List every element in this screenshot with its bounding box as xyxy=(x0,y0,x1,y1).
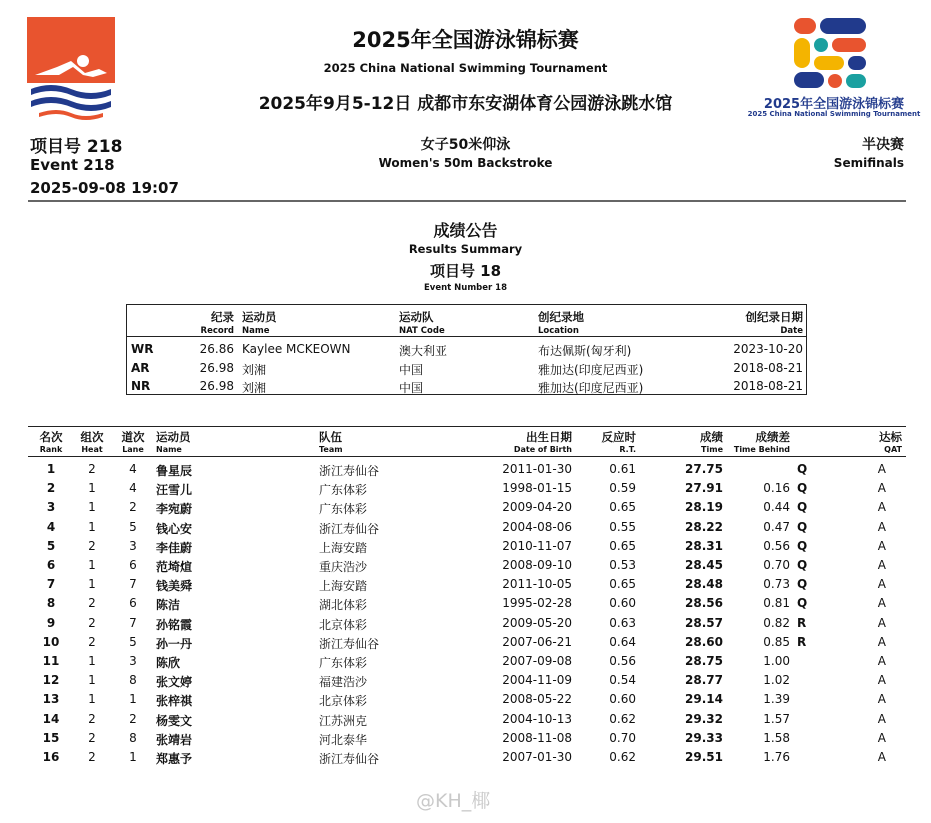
cell-time: 28.19 xyxy=(685,500,723,515)
records-col-location-cn: 创纪录地 xyxy=(538,310,584,324)
records-table xyxy=(126,304,807,395)
phase-en: Semifinals xyxy=(833,156,904,170)
cell-team: 湖北体彩 xyxy=(319,598,368,613)
cell-qualify: Q xyxy=(797,462,808,476)
cell-behind: 0.81 xyxy=(763,596,790,611)
cell-team: 广东体彩 xyxy=(319,656,368,670)
cell-rt: 0.55 xyxy=(609,519,636,534)
cell-behind: 1.76 xyxy=(763,750,790,764)
cell-team: 上海安踏 xyxy=(319,540,368,555)
col-behind xyxy=(734,427,790,454)
cell-time: 28.75 xyxy=(685,654,723,668)
cell-qat: A xyxy=(877,692,886,707)
cell-name: 张梓祺 xyxy=(156,694,193,709)
cell-rt: 0.59 xyxy=(609,481,636,496)
cell-team: 广东体彩 xyxy=(319,502,368,517)
cell-dob: 2008-11-08 xyxy=(502,730,572,745)
cell-heat: 1 xyxy=(88,500,96,515)
table-row xyxy=(28,651,906,670)
cell-name: 杨雯文 xyxy=(156,713,193,728)
col-lane-cn: 道次 xyxy=(121,430,145,444)
table-row xyxy=(28,709,906,728)
cell-team: 浙江寿仙谷 xyxy=(319,752,380,766)
record-date: 2018-08-21 xyxy=(733,379,803,393)
cell-heat: 1 xyxy=(88,558,96,572)
table-row xyxy=(28,574,906,593)
cell-heat: 2 xyxy=(88,462,96,476)
record-location: 布达佩斯(匈牙利) xyxy=(538,344,632,358)
cell-dob: 2004-08-06 xyxy=(502,519,572,534)
cell-qat: A xyxy=(877,730,886,745)
table-row xyxy=(28,613,906,632)
cell-heat: 2 xyxy=(88,538,96,553)
col-name-en: Name xyxy=(156,445,182,454)
cell-rank: 9 xyxy=(46,615,56,630)
cell-rt: 0.61 xyxy=(609,462,636,476)
cell-qat: A xyxy=(877,462,886,476)
record-type: AR xyxy=(131,360,150,375)
cell-behind: 0.73 xyxy=(763,577,790,592)
cell-dob: 2004-11-09 xyxy=(502,673,572,688)
col-rt xyxy=(602,427,637,454)
table-row xyxy=(28,478,906,497)
cell-rt: 0.63 xyxy=(609,615,636,630)
cell-rt: 0.60 xyxy=(609,596,636,611)
cell-qualify: Q xyxy=(797,577,808,592)
cell-lane: 7 xyxy=(129,615,137,630)
logo-caption-en: 2025 China National Swimming Tournament xyxy=(747,110,921,118)
cell-time: 29.33 xyxy=(685,730,723,745)
cell-rt: 0.65 xyxy=(609,500,636,515)
cell-heat: 1 xyxy=(88,654,96,668)
cell-dob: 2011-10-05 xyxy=(502,577,572,592)
col-name xyxy=(156,427,191,454)
cell-rt: 0.54 xyxy=(609,673,636,688)
cell-team: 河北泰华 xyxy=(319,732,368,747)
cell-team: 上海安踏 xyxy=(319,579,368,594)
record-time: 26.98 xyxy=(199,379,234,393)
col-name-cn: 运动员 xyxy=(156,430,191,444)
cell-rank: 4 xyxy=(46,519,56,534)
cell-lane: 3 xyxy=(129,538,137,553)
cell-dob: 2008-05-22 xyxy=(502,692,572,707)
col-team xyxy=(319,427,343,454)
cell-dob: 2007-01-30 xyxy=(502,750,572,764)
cell-behind: 1.00 xyxy=(763,654,790,668)
cell-qualify: R xyxy=(797,615,807,630)
cell-team: 福建浩沙 xyxy=(319,675,368,690)
cell-rt: 0.70 xyxy=(609,730,636,745)
col-behind-cn: 成绩差 xyxy=(755,430,790,444)
cell-behind: 0.82 xyxy=(763,615,790,630)
cell-time: 27.75 xyxy=(685,462,723,476)
cell-rt: 0.62 xyxy=(609,711,636,726)
cell-rank: 10 xyxy=(42,634,60,649)
col-team-en: Team xyxy=(319,445,343,454)
records-col-date-en: Date xyxy=(780,326,803,336)
record-row xyxy=(127,340,806,358)
cell-rt: 0.65 xyxy=(609,538,636,553)
cell-team: 重庆浩沙 xyxy=(319,560,368,574)
cell-lane: 8 xyxy=(129,730,137,745)
cell-lane: 5 xyxy=(129,634,137,649)
cell-dob: 1998-01-15 xyxy=(502,481,572,496)
cell-dob: 2009-05-20 xyxy=(502,615,572,630)
table-row xyxy=(28,670,906,689)
cell-qat: A xyxy=(877,558,886,572)
records-col-record-cn: 纪录 xyxy=(211,310,234,324)
cell-rank: 7 xyxy=(46,577,56,592)
cell-qat: A xyxy=(877,750,886,764)
cell-lane: 8 xyxy=(129,673,137,688)
col-qat-cn: 达标 xyxy=(879,430,902,444)
cell-time: 27.91 xyxy=(685,481,723,496)
cell-rank: 3 xyxy=(46,500,56,515)
table-row xyxy=(28,517,906,536)
results-header xyxy=(28,426,906,457)
cell-rank: 13 xyxy=(42,692,60,707)
tournament-title-cn: 2025年全国游泳锦标赛 xyxy=(352,28,579,52)
cell-name: 钱美舜 xyxy=(156,579,193,594)
summary-title-en: Results Summary xyxy=(408,242,523,256)
cell-behind: 0.44 xyxy=(763,500,790,515)
cell-time: 28.77 xyxy=(685,673,723,688)
tournament-logo-right xyxy=(790,16,870,92)
record-nat: 中国 xyxy=(399,362,424,377)
cell-time: 28.57 xyxy=(685,615,723,630)
table-row xyxy=(28,632,906,651)
cell-heat: 1 xyxy=(88,481,96,496)
cell-dob: 2007-06-21 xyxy=(502,634,572,649)
records-col-location xyxy=(538,309,584,336)
cell-time: 28.60 xyxy=(685,634,723,649)
cell-qualify: R xyxy=(797,634,807,649)
cell-rt: 0.64 xyxy=(609,634,636,649)
cell-rank: 8 xyxy=(46,596,56,611)
records-col-name-en: Name xyxy=(242,326,270,336)
event-number-en: Event 218 xyxy=(30,156,115,174)
cell-heat: 2 xyxy=(88,730,96,745)
cell-name: 张靖岩 xyxy=(156,732,193,747)
record-location: 雅加达(印度尼西亚) xyxy=(538,381,644,395)
cell-time: 28.45 xyxy=(685,558,723,572)
cell-heat: 2 xyxy=(88,634,96,649)
cell-team: 北京体彩 xyxy=(319,617,368,632)
cell-time: 29.32 xyxy=(685,711,723,726)
records-col-nat-cn: 运动队 xyxy=(399,310,434,324)
table-row xyxy=(28,728,906,747)
record-date: 2023-10-20 xyxy=(733,342,803,356)
record-location: 雅加达(印度尼西亚) xyxy=(538,362,644,377)
col-qat xyxy=(879,427,902,454)
cell-rt: 0.53 xyxy=(609,558,636,572)
records-col-record xyxy=(201,309,234,336)
cell-qat: A xyxy=(877,500,886,515)
records-col-name xyxy=(242,309,277,336)
watermark: @KH_椰 xyxy=(416,790,491,812)
cell-time: 29.51 xyxy=(685,750,723,764)
cell-rank: 16 xyxy=(42,750,60,764)
col-lane xyxy=(114,427,152,454)
col-heat-en: Heat xyxy=(81,445,103,454)
phase-cn: 半决赛 xyxy=(862,137,904,153)
records-col-nat-en: NAT Code xyxy=(399,326,445,336)
cell-name: 孙铭霞 xyxy=(156,617,193,632)
record-time: 26.98 xyxy=(199,360,234,375)
cell-qat: A xyxy=(877,673,886,688)
records-col-record-en: Record xyxy=(200,326,234,336)
cell-heat: 2 xyxy=(88,615,96,630)
record-type: NR xyxy=(131,379,151,393)
records-col-date-cn: 创纪录日期 xyxy=(745,310,803,324)
cell-time: 28.31 xyxy=(685,538,723,553)
record-holder: 刘湘 xyxy=(242,362,267,377)
records-col-location-en: Location xyxy=(538,326,579,336)
table-row xyxy=(28,689,906,708)
cell-team: 江苏洲克 xyxy=(319,713,368,728)
cell-team: 浙江寿仙谷 xyxy=(319,521,380,536)
cell-rank: 5 xyxy=(46,538,56,553)
cell-time: 28.56 xyxy=(685,596,723,611)
cell-name: 陈洁 xyxy=(156,598,181,613)
cell-name: 汪雪儿 xyxy=(156,483,193,498)
cell-qat: A xyxy=(877,519,886,534)
cell-qat: A xyxy=(877,654,886,668)
record-holder: 刘湘 xyxy=(242,381,267,395)
event-name-en: Women's 50m Backstroke xyxy=(378,156,553,170)
cell-rank: 15 xyxy=(42,730,60,745)
cell-dob: 1995-02-28 xyxy=(502,596,572,611)
cell-rt: 0.65 xyxy=(609,577,636,592)
summary-title-cn: 成绩公告 xyxy=(433,221,498,240)
cell-dob: 2011-01-30 xyxy=(502,462,572,476)
cell-lane: 4 xyxy=(129,462,137,476)
records-header xyxy=(127,308,806,337)
record-nat: 澳大利亚 xyxy=(399,344,448,358)
cell-heat: 1 xyxy=(88,577,96,592)
cell-heat: 1 xyxy=(88,673,96,688)
cell-lane: 2 xyxy=(129,711,137,726)
cell-behind: 0.47 xyxy=(763,519,790,534)
cell-name: 陈欣 xyxy=(156,656,181,670)
record-holder: Kaylee MCKEOWN xyxy=(242,342,351,356)
cell-dob: 2008-09-10 xyxy=(502,558,572,572)
cell-lane: 3 xyxy=(129,654,137,668)
table-row xyxy=(28,497,906,516)
cell-heat: 1 xyxy=(88,519,96,534)
cell-qualify: Q xyxy=(797,500,808,515)
cell-name: 钱心安 xyxy=(156,521,193,536)
cell-name: 范埼煊 xyxy=(156,560,193,574)
cell-heat: 1 xyxy=(88,692,96,707)
cell-qat: A xyxy=(877,634,886,649)
cell-team: 浙江寿仙谷 xyxy=(319,464,380,478)
cell-qat: A xyxy=(877,615,886,630)
cell-team: 浙江寿仙谷 xyxy=(319,636,380,651)
cell-behind: 1.02 xyxy=(763,673,790,688)
record-nat: 中国 xyxy=(399,381,424,395)
cell-name: 郑惠予 xyxy=(156,752,193,766)
col-dob-en: Date of Birth xyxy=(513,445,572,454)
cell-behind: 0.85 xyxy=(763,634,790,649)
cell-dob: 2009-04-20 xyxy=(502,500,572,515)
col-rank-en: Rank xyxy=(39,445,63,454)
cell-qat: A xyxy=(877,711,886,726)
cell-behind: 1.58 xyxy=(763,730,790,745)
record-date: 2018-08-21 xyxy=(733,360,803,375)
cell-dob: 2010-11-07 xyxy=(502,538,572,553)
cell-qualify: Q xyxy=(797,519,808,534)
record-row xyxy=(127,359,806,377)
tournament-title-en: 2025 China National Swimming Tournament xyxy=(323,61,608,75)
cell-dob: 2004-10-13 xyxy=(502,711,572,726)
header-divider xyxy=(28,200,906,202)
col-rank-cn: 名次 xyxy=(39,430,63,444)
col-rt-en: R.T. xyxy=(619,445,636,454)
col-dob xyxy=(514,427,572,454)
cell-dob: 2007-09-08 xyxy=(502,654,572,668)
table-row xyxy=(28,747,906,766)
logo-caption-cn: 2025年全国游泳锦标赛 xyxy=(763,97,905,112)
col-rank xyxy=(32,427,70,454)
event-number-cn: 项目号 218 xyxy=(30,137,123,157)
summary-event-cn: 项目号 18 xyxy=(429,262,502,280)
event-datetime: 2025-09-08 19:07 xyxy=(30,179,179,197)
cell-lane: 1 xyxy=(129,750,137,764)
cell-rt: 0.60 xyxy=(609,692,636,707)
records-col-nat xyxy=(399,309,445,336)
cell-name: 李宛蔚 xyxy=(156,502,193,517)
cell-name: 李佳蔚 xyxy=(156,540,193,555)
cell-rank: 11 xyxy=(42,654,60,668)
cell-rt: 0.56 xyxy=(609,654,636,668)
cell-lane: 4 xyxy=(129,481,137,496)
cell-rank: 1 xyxy=(46,462,56,476)
record-time: 26.86 xyxy=(199,342,234,356)
cell-lane: 1 xyxy=(129,692,137,707)
cell-qualify: Q xyxy=(797,596,808,611)
cell-behind: 1.39 xyxy=(763,692,790,707)
table-row xyxy=(28,459,906,478)
summary-event-en: Event Number 18 xyxy=(423,283,508,293)
col-rt-cn: 反应时 xyxy=(601,430,636,444)
cell-behind: 0.16 xyxy=(763,481,790,496)
col-lane-en: Lane xyxy=(122,445,144,454)
records-col-date xyxy=(746,309,804,336)
cell-qat: A xyxy=(877,481,886,496)
table-row xyxy=(28,555,906,574)
cell-rank: 2 xyxy=(46,481,56,496)
cell-rt: 0.62 xyxy=(609,750,636,764)
col-time xyxy=(700,427,723,454)
cell-behind: 0.70 xyxy=(763,558,790,572)
records-col-name-cn: 运动员 xyxy=(242,310,277,324)
cell-qat: A xyxy=(877,577,886,592)
col-time-en: Time xyxy=(701,445,723,454)
cell-name: 孙一丹 xyxy=(156,636,193,651)
record-type: WR xyxy=(131,342,154,356)
venue-date: 2025年9月5-12日 成都市东安湖体育公园游泳跳水馆 xyxy=(258,94,673,114)
cell-qat: A xyxy=(877,596,886,611)
cell-team: 广东体彩 xyxy=(319,483,368,498)
cell-qualify: Q xyxy=(797,481,808,496)
cell-lane: 6 xyxy=(129,558,137,572)
col-behind-en: Time Behind xyxy=(733,445,790,454)
cell-heat: 2 xyxy=(88,596,96,611)
col-dob-cn: 出生日期 xyxy=(526,430,572,444)
cell-name: 张文婷 xyxy=(156,675,193,690)
cell-qat: A xyxy=(877,538,886,553)
table-row xyxy=(28,536,906,555)
table-row xyxy=(28,593,906,612)
cell-rank: 12 xyxy=(42,673,60,688)
cell-lane: 7 xyxy=(129,577,137,592)
cell-qualify: Q xyxy=(797,558,808,572)
col-qat-en: QAT xyxy=(884,445,902,454)
cell-behind: 1.57 xyxy=(763,711,790,726)
col-heat-cn: 组次 xyxy=(80,430,104,444)
cell-heat: 2 xyxy=(88,711,96,726)
event-name-cn: 女子50米仰泳 xyxy=(420,137,511,153)
cell-time: 29.14 xyxy=(685,692,723,707)
cell-lane: 6 xyxy=(129,596,137,611)
cell-heat: 2 xyxy=(88,750,96,764)
record-row xyxy=(127,377,806,395)
col-heat xyxy=(73,427,111,454)
cell-rank: 14 xyxy=(42,711,60,726)
cell-lane: 5 xyxy=(129,519,137,534)
cell-time: 28.22 xyxy=(685,519,723,534)
col-time-cn: 成绩 xyxy=(700,430,723,444)
cell-behind: 0.56 xyxy=(763,538,790,553)
cell-rank: 6 xyxy=(46,558,56,572)
cell-lane: 2 xyxy=(129,500,137,515)
cell-time: 28.48 xyxy=(685,577,723,592)
cell-name: 鲁星辰 xyxy=(156,464,193,478)
col-team-cn: 队伍 xyxy=(319,430,342,444)
cell-qualify: Q xyxy=(797,538,808,553)
cell-team: 北京体彩 xyxy=(319,694,368,709)
